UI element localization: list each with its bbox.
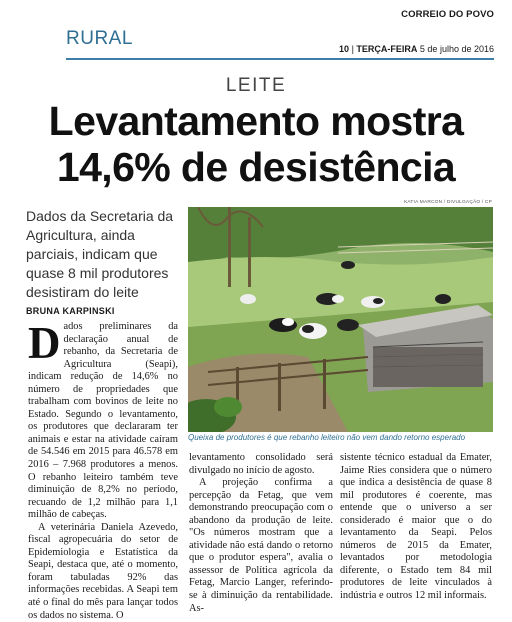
newspaper-name: CORREIO DO POVO bbox=[401, 9, 494, 20]
body-column-2 bbox=[189, 452, 333, 615]
photo-credit: KATIA MARCON / DIVULGAÇÃO / CP bbox=[403, 200, 492, 205]
headline-line-2: 14,6% de desistência bbox=[56, 144, 456, 190]
edition-date: 5 de julho de 2016 bbox=[419, 44, 494, 54]
standfirst: Dados da Secretaria da Agricultura, ainda parciais, indicam que quase 8 mil produtores desistiram do leite bbox=[26, 208, 174, 300]
headline-line-1: Levantamento mostra bbox=[48, 98, 464, 144]
paragraph: sistente técnico estadual da Emater, Jaime Ries considera que o número que indica a desistência de quase 8 mil produtores é coerente, mas entende que o universo a ser considerado é maior que o do levantamento da Seapi. Pelos números de 2015 da Emater, levantados por metodologia diferente, o Estado tem 84 mil produtores de leite vinculados à indústria e outros 12 mil informais. bbox=[340, 452, 492, 602]
paragraph: ados preliminares da declaração anual de rebanho, da Secretaria de Agricultura (Seapi), indicam redução de 14,6% no número de propriedades que trabalham com bovinos de leite no Estado. Segundo o levantamento, os produtores que declararam ter animais e estar na atividade caíram de 54.546 em 2015 para 46.578 em 2016 – 7.968 produtores a menos. O rebanho leiteiro também teve diminuição de 8,2% no período, recuando de 1,2 milhão para 1,1 milhão de cabeças. bbox=[28, 321, 178, 521]
section-rule bbox=[66, 58, 494, 60]
dateline-separator: | bbox=[351, 44, 357, 54]
paragraph: A veterinária Daniela Azevedo, fiscal agropecuária do setor de Epidemiologia e Estatística da Seapi, destaca que, até o momento, foram tabuladas 92% das informações recebidas. A Seapi tem até o final do mês para lançar todos os dados no sistema. O bbox=[28, 521, 178, 621]
section-title: RURAL bbox=[66, 28, 133, 49]
dairy-farm-illustration bbox=[188, 207, 493, 432]
page-number: 10 bbox=[339, 44, 350, 54]
paragraph: A projeção confirma a percepção da Fetag, que vem demonstrando preocupação com o abandono da produção de leite. "Os números mostram que a atividade não está dando o retorno que o produtor espera", avalia o assessor de Política agrícola da Fetag, Marcio Langer, referindo-se à diminuição da rentabilidade. As- bbox=[189, 477, 333, 614]
byline: BRUNA KARPINSKI bbox=[26, 306, 115, 316]
dateline bbox=[339, 44, 494, 54]
article-photo bbox=[188, 207, 493, 432]
body-column-3 bbox=[340, 452, 492, 603]
weekday: TERÇA-FEIRA bbox=[356, 44, 418, 54]
body-column-1 bbox=[28, 318, 178, 622]
article-kicker: LEITE bbox=[225, 75, 287, 96]
dropcap: D bbox=[28, 318, 61, 368]
photo-caption: Queixa de produtores é que rebanho leiteiro não vem dando retorno esperado bbox=[188, 433, 466, 442]
paragraph: levantamento consolidado será divulgado no início de agosto. bbox=[189, 452, 333, 476]
